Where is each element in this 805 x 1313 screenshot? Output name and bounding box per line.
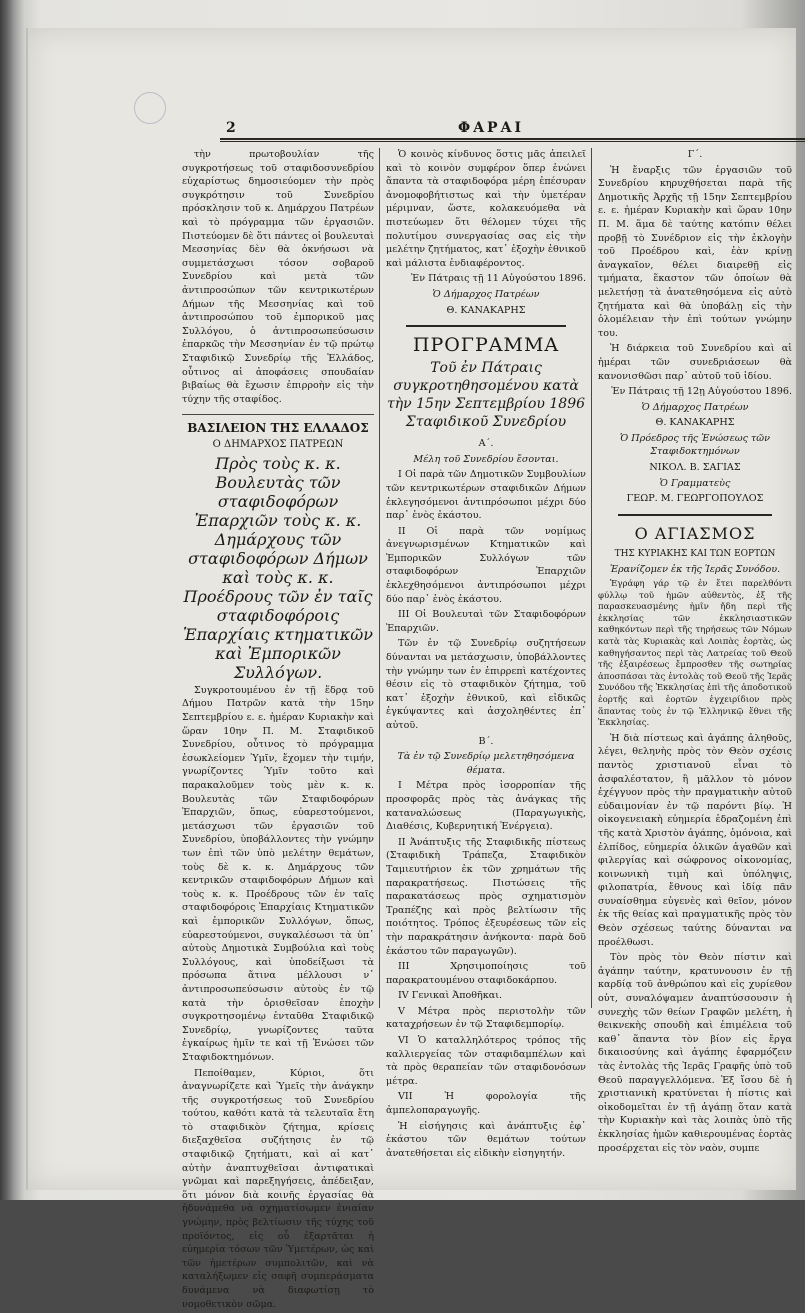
list-item: VII Ἡ φορολογία τῆς ἀμπελοπαραγωγῆς. <box>386 1091 586 1117</box>
article-title: Ο ΑΓΙΑΣΜΟΣ <box>634 523 756 543</box>
list-item: ΙΙΙ Χρησιμοποίησις τοῦ παρακρατουμένου σταφιδοκάρπου. <box>386 961 586 986</box>
page-header <box>40 120 794 142</box>
list-item: ΙΙ Ἀνάπτυξις τῆς Σταφιδικῆς πίστεως (Σταφιδικὴ Τράπεζα, Σταφιδικὸν Ταμιευτήριον ἐκ τῶν χρημάτων τῆς παρακρατήσεως. Πιστώσεις τῆς παρακατάσεως πρὸς σχηματισμὸν Τραπέζης καὶ πρὸς βελτίωσιν τῆς ποιότητος. Τρόπος ἐξευρέσεως τῶν εἰς τὴν παρακράτησιν ἀνήκοντα· παρὰ δοῦ ἐκάστου τῶν παραγωγῶν). <box>386 836 586 957</box>
section-label: Β΄. <box>478 735 494 747</box>
paragraph: Ἡ διάρκεια τοῦ Συνεδρίου καὶ αἱ ἡμέραι τῶν συνεδριάσεων θὰ κανονισθῶσι παρ᾽ αὐτοῦ τοῦ ἰδίου. <box>598 343 792 382</box>
paragraph: Ἡ διὰ πίστεως καὶ ἀγάπης ἀληθοῦς, λέγει, θεληνὴς πρὸς τὸν Θεὸν σχέσις παντὸς χριστιανοῦ εἶναι τὸ ἀσφαλέστατον, ἢ μᾶλλον τὸ μόνον ἐχέγγυον πρὸς τὴν πραγματικὴν αὐτοῦ εὐδαιμονίαν ἐν τῷ παρόντι βίῳ. Ἡ οἰκογενειακὴ εὐημερία ἑδραζομένη ἐπὶ τῆς κατὰ Χριστὸν ἀγάπης, ὁμόνοια, καὶ ἐλπίδος, εὐημερία ὁλικῶν ἀγαθῶν καὶ φιλεργίας καὶ σώφρονος οἰκονομίας, κοινωνικὴ τιμὴ καὶ ὑπόληψις, φιλοπατρία, ἔθνους καὶ ἰδίᾳ πᾶν συναίσθημα εὐγενὲς καὶ θεῖον, μόνον ἐκ τῆς θείας καὶ πραγματικῆς πρὸς τὸν Θεὸν σχέσεως ταύτης δύνανται να προέλθωσι. <box>598 732 792 948</box>
signature-title: Ὁ Δήμαρχος Πατρέων <box>641 401 749 413</box>
header-rule <box>220 138 805 142</box>
section-label: Γ΄. <box>687 149 703 160</box>
section-rule <box>406 325 566 327</box>
signature-name: Θ. ΚΑΝΑΚΑΡΗΣ <box>446 304 526 316</box>
list-item: IV Γενικαὶ Ἀποθῆκαι. <box>398 990 503 1002</box>
section-heading: ΒΑΣΙΛΕΙΟΝ ΤΗΣ ΕΛΛΑΔΟΣ <box>187 421 369 436</box>
signature-title: Ὁ Πρόεδρος τῆς Ἑνώσεως τῶν Σταφιδοκτημόνων <box>620 432 770 458</box>
section-subheading: Ο ΔΗΜΑΡΧΟΣ ΠΑΤΡΕΩΝ <box>212 439 344 451</box>
column-divider <box>591 148 592 1008</box>
article-source: Ἐρανίζομεν ἐκ τῆς Ἱερᾶς Συνόδου. <box>609 564 781 576</box>
column-2 <box>386 148 586 1162</box>
column-divider <box>379 148 380 1008</box>
list-item: VI Ὁ καταλληλότερος τρόπος τῆς καλλιεργείας τῶν σταφιδαμπέλων καὶ τὰ πρὸς θεραπείαν τῶν σταφιδονόσων μέτρα. <box>386 1035 586 1087</box>
paragraph: Ὁ κοινὸς κίνδυνος ὅστις μᾶς ἀπειλεῖ καὶ τὸ κοινὸν συμφέρον ὅπερ ἑνώνει ἅπαντα τὰ σταφιδοφόρα μέρη ἐπέσυραν ἀνομοφοβήτιστως καὶ τὴν ὑμετέραν μέριμναν, ὥστε, κολακευόμεθα νὰ πιστεύωμεν ὅτι θέλομεν τύχει τῆς πολυτίμου συνεργασίας σας εἰς τὴν μελέτην ζητήματος, κατ᾽ ἐξοχὴν ἐθνικοῦ καὶ μάλιστα ἐνδιαφέροντος. <box>386 149 586 269</box>
column-1 <box>182 148 374 1313</box>
list-item: V Μέτρα πρὸς περιστολὴν τῶν καταχρήσεων ἐν τῷ Σταφιδεμπορίῳ. <box>386 1005 586 1031</box>
paragraph: Συγκροτουμένου ἐν τῇ ἕδρᾳ τοῦ Δήμου Πατρῶν κατὰ τὴν 15ην Σεπτεμβρίου ε. ε. ἡμέραν Κυριακὴν καὶ ὥραν 10ην Π. Μ. Σταφιδικοῦ Συνεδρίου, οὗτινος τὸ πρόγραμμα ἐσωκλείομεν Ὑμῖν, ἔχομεν τὴν τιμήν, γνωρίζοντες Ὑμῖν τοῦτο καὶ παρακαλοῦμεν τοὺς μὲν κ. κ. Βουλευτὰς τῶν Σταφιδοφόρων Ἐπαρχιῶν, ὅπως, εὐαρεστούμενοι, μετάσχωσι τῶν ἐργασιῶν τοῦ Συνεδρίου, ὑποβάλλοντες τὴν γνώμην των ἐπὶ τῶν ὑπὸ μελέτην θεμάτων, τοὺς δὲ κ. κ. Δημάρχους τῶν κεντρικῶν σταφιδοφόρων Δήμων καὶ τοὺς κ. κ. Προέδρους τῶν ἐν ταῖς σταφιδοφόροις Ἐπαρχίαις Κτηματικῶν καὶ ἐμπορικῶν Συλλόγων, ὅπως, εὐαρεστούμενοι, συγκαλέσωσι τὰ ὑπ᾽ αὐτοὺς Δημοτικὰ Συμβούλια καὶ τοὺς Συλλόγους, καὶ ὑποδείξωσι τὰ πρόσωπα ἅτινα μέλλουσι ν᾽ ἀντιπροσωπεύσωσιν αὐτοὺς ἐν τῷ κατὰ τὴν ὁρισθεῖσαν ἐποχὴν συγκροτησομένῳ ἐνταῦθα Σταφιδικῷ Συνεδρίῳ, γνωρίζοντες ταῦτα ἐγκαίρως ἡμῖν τε καὶ τῇ Ἑνώσει τῶν Σταφιδοκτημόνων. <box>182 684 374 1063</box>
section-label: Α΄. <box>478 438 494 450</box>
paragraph: Τὸν πρὸς τὸν Θεὸν πίστιν καὶ ἀγάπην ταύτην, κρατυνουσιν ἐν τῇ καρδίᾳ τοῦ ἀνθρώπου καὶ εἰς χυρίεθον οὐτ, συναλόψαμεν ἀναπτύσσουσιν ἡ συνεχὴς τῶν θείων Γραφῶν μελέτη, ἡ θεικνεκὴς σπουδὴ καὶ ἐπιμέλεια τοῦ καθ᾽ ἅπαντα τὸν βίον εἰς ἔργα δικαιοσύνης καὶ ἀγάπης ἐφαρμόζειν τὰς ἐντολὰς τῆς Ἱερᾶς Γραφῆς ὑπὸ τοῦ Θεοῦ παραγγελλόμενα. Ἐξ ἴσου δὲ ἡ χριστιανικὴ κρατύνεται ἡ πίστις καὶ οἰκοδομεῖται ἐν τῇ ἀγάπῃ ὅταν κατὰ τὴν Κυριακὴν καὶ τὰς λοιπὰς ὑπὸ τῆς ἐκκλησίας ἡμῶν καθιερουμένας ἑορτὰς προσέρχεται εἰς τὸν ναὸν, συμπε <box>598 952 792 1154</box>
address-line: Πρὸς τοὺς κ. κ. Βουλευτὰς τῶν σταφιδοφόρων Ἐπαρχιῶν τοὺς κ. κ. Δημάρχους τῶν σταφιδοφόρων Δήμων καὶ τοὺς κ. κ. Προέδρους τῶν ἐν ταῖς σταφιδοφόροις Ἐπαρχίαις κτηματικῶν καὶ Ἐμπορικῶν Συλλόγων. <box>183 453 373 682</box>
article-subtitle: ΤΗΣ ΚΥΡΙΑΚΗΣ ΚΑΙ ΤΩΝ ΕΟΡΤΩΝ <box>614 548 776 559</box>
paragraph: τὴν πρωτοβουλίαν τῆς συγκροτήσεως τοῦ σταφιδοσυνεδρίου εὐχαρίστως δημοσιεύομεν τὴν πρὸς συγκρότησιν τοῦ Συνεδρίου πρόσκλησιν τοῦ κ. Δημάρχου Πατρέων καὶ τὸ πρόγραμμα τῶν ἐργασιῶν. Πιστεύομεν δὲ ὅτι πάντες οἱ βουλευταὶ Μεσσηνίας δὲν θὰ ὀκνήσωσι νὰ συμμετάσχωσι τόσον σοβαροῦ Συνεδρίου καὶ μετὰ τῶν ἀντιπροσώπων τῶν κεντρικωτέρων Δήμων τῆς Μεσσηνίας καὶ τοῦ ἀντιπροσώπου τοῦ ἐμπορικοῦ μας Συλλόγου, ὁ ἀντιπροσωπεύσωσιν ἐπαρκῶς τὴν Μεσσηνίαν ἐν τῷ πρώτῳ Σταφιδικῷ Συνεδρίῳ τῆς Ἑλλάδος, οὗτινος αἱ ἀποφάσεις σπουδαίαν βιβαίως θὰ ἔχωσιν ἐπιρροὴν εἰς τὴν τύχην τῆς σταφίδος. <box>182 149 375 405</box>
program-title: ΠΡΟΓΡΑΜΜΑ <box>412 334 560 357</box>
list-item: Ι Μέτρα πρὸς ἰσορροπίαν τῆς προσφορᾶς πρὸς τὰς ἀνάγκας τῆς καταναλώσεως (Παραγωγικὴς, Διαθέσις, Κυβερνητική Ἐνέργεια). <box>386 780 586 833</box>
page-number: 2 <box>226 120 236 136</box>
date-line: Ἐν Πάτραις τῇ 11 Αὐγούστου 1896. <box>411 273 586 285</box>
signature-title: Ὁ Δήμαρχος Πατρέων <box>432 288 540 300</box>
section-rule <box>182 414 374 415</box>
paragraph: Πεποίθαμεν, Κύριοι, ὅτι ἀναγνωρίζετε καὶ Ὑμεῖς τὴν ἀνάγκην τῆς συγκροτήσεως τοῦ Συνεδρίου τούτου, καθότι κατὰ τὰ τελευταῖα ἔτη τὸ σταφιδικὸν ζήτημα, κρίσεις διεξαχθεῖσα συζήτησις ἐν τῷ σταφιδικῷ ζητήματι, καὶ αἱ κατ᾽ αὐτὴν ἀναπτυχθεῖσαι ἀντιφατικαὶ γνῶμαι καὶ παρεξηγήσεις, ἀπέδειξαν, ὅτι μόνον διὰ κοινῆς ἐργασίας θὰ ἠδυνάμεθα νὰ σχηματίσωμεν ἑνιαίαν γνώμην, πρὸς βελτίωσιν τῆς τύχης τοῦ προϊόντος, εἰς οὗ ἐξαρτᾶται ἡ εὐημερία τόσων τῶν Ὑμετέρων, ὡς καὶ τῶν ἡμετέρων συμπολιτῶν, καὶ νὰ καταλήξωμεν εἰς σαφῆ συμπεράσματα δυνάμενα νὰ διαφωτίσῃ τὸ νομοθετικὸν σῶμα. <box>182 1067 374 1310</box>
members-heading: Μέλη τοῦ Συνεδρίου ἔσονται. <box>413 453 559 465</box>
paragraph: Ἡ ἔναρξις τῶν ἐργασιῶν τοῦ Συνεδρίου κηρυχθήσεται παρὰ τῆς Δημοτικῆς Ἀρχῆς τῇ 15ην Σεπτεμβρίου ε. ε. ἡμέραν Κυριακὴν καὶ ὥραν 10ην Π. Μ. ἅμα δὲ ταύτης κατόπιν θέλει προβῇ τὸ Συνέδριον εἰς τὴν ἐκλογὴν τοῦ Προέδρου καὶ, ἐὰν κρίνῃ ἀναγκαῖον, θέλει διαιρεθῇ εἰς τμήματα, ἕκαστον τῶν ὁποίων θὰ μελετήσῃ τὰ ἀνατεθησόμενα εἰς αὐτὸ ζητήματα καὶ θὰ ὑποβάλῃ εἰς τὴν ὁλομέλειαν τὴν ἐπὶ τούτων γνώμην του. <box>598 164 792 339</box>
themes-heading: Τὰ ἐν τῷ Συνεδρίῳ μελετηθησόμενα θέματα. <box>397 751 575 776</box>
signature-title: Ὁ Γραμματεὺς <box>659 477 731 489</box>
section-rule <box>618 514 772 516</box>
masthead-title: ΦΑΡΑΙ <box>458 120 524 136</box>
list-item: Ι Οἱ παρὰ τῶν Δημοτικῶν Συμβουλίων τῶν κεντρικωτέρων σταφιδικῶν Δήμων ἐκλεγησόμενοι ἀντιπρόσωποι μέχρι δύο παρ᾽ ἑνὸς ἑκάστου. <box>386 469 586 522</box>
program-subtitle: Τοῦ ἐν Πάτραις συγκροτηθησομένου κατὰ τὴν 15ην Σεπτεμβρίου 1896 Σταφιδικοῦ Συνεδρίου <box>386 360 586 431</box>
date-line: Ἐν Πάτραις τῇ 12ῃ Αὐγούστου 1896. <box>611 386 792 398</box>
paragraph: Τῶν ἐν τῷ Συνεδρίῳ συζητήσεων δύνανται να μετάσχωσιν, ὑποβάλλοντες τὴν γνώμην των ἐν ἐπιρρεπὶ κατέχοντες θέσιν εἰς τὸ σταφιδικὸν ζήτημα, τοῦ κατ᾽ ἐξοχὴν ἐθνικοῦ, καὶ εἰδικῶς ἐγκύψαντες καὶ ἀσχοληθέντες ἐπ᾽ αὐτοῦ. <box>386 638 586 731</box>
paragraph: Ἡ εἰσήγησις καὶ ἀνάπτυξις ἐφ᾽ ἑκάστου τῶν θεμάτων τούτων ἀνατεθήσεται εἰς εἰδικὴν εἰσηγητήν. <box>386 1120 586 1159</box>
signature-name: ΓΕΩΡ. Μ. ΓΕΩΡΓΟΠΟΥΛΟΣ <box>626 493 764 505</box>
signature-name: ΝΙΚΟΛ. Β. ΣΑΓΙΑΣ <box>649 462 741 474</box>
signature-name: Θ. ΚΑΝΑΚΑΡΗΣ <box>655 417 735 429</box>
column-3 <box>598 148 792 1157</box>
paragraph: Ἐγράφη γάρ τῷ ἐν ἔτει παρελθόντι φύλλῳ τοῦ ἡμῶν αὐθεντὸς, ἐξ τῆς παρασκευασμένης ἡμῖν ἤδη περὶ τῆς ἐκκλησίας τῶν ἐκκλησιαστικῶν καθηκόντων περὶ τῆς τηρήσεως τῶν Νόμων κατὰ τὰς Κυριακὰς καὶ Λοιπὰς ἑορτὰς, ὡς καθηγήσαντος περὶ τὰς Λατρείας τοῦ Θεοῦ τῆς ἐξαιρέσεως ἔμπροσθεν τῆς σωτηρίας ἀποσπάσαι τὰς ἐντολὰς τοῦ Θεοῦ τῆς Ἱερᾶς Συνόδου τῆς Ἐκκλησίας ἐπὶ τῆς ἀποδοτικοῦ ἑορτῆς καὶ ἑορτῶν ἐγχειρίδιον πρὸς ἅπαντας τοὺς ἐν τῷ Ἑλληνικῷ ἕθνει τῆς Ἐκκλησίας. <box>598 579 792 729</box>
list-item: ΙΙΙ Οἱ Βουλευταὶ τῶν Σταφιδοφόρων Ἐπαρχιῶν. <box>386 609 586 634</box>
list-item: ΙΙ Οἱ παρὰ τῶν νομίμως ἀνεγνωρισμένων Κτηματικῶν καὶ Ἐμπορικῶν Συλλόγων τῶν σταφιδοφόρων Ἐπαρχιῶν ἐκλεχθησόμενοι ἀντιπρόσωποι μέχρι δύο παρ᾽ ἑνὸς ἑκάστου. <box>386 525 586 605</box>
